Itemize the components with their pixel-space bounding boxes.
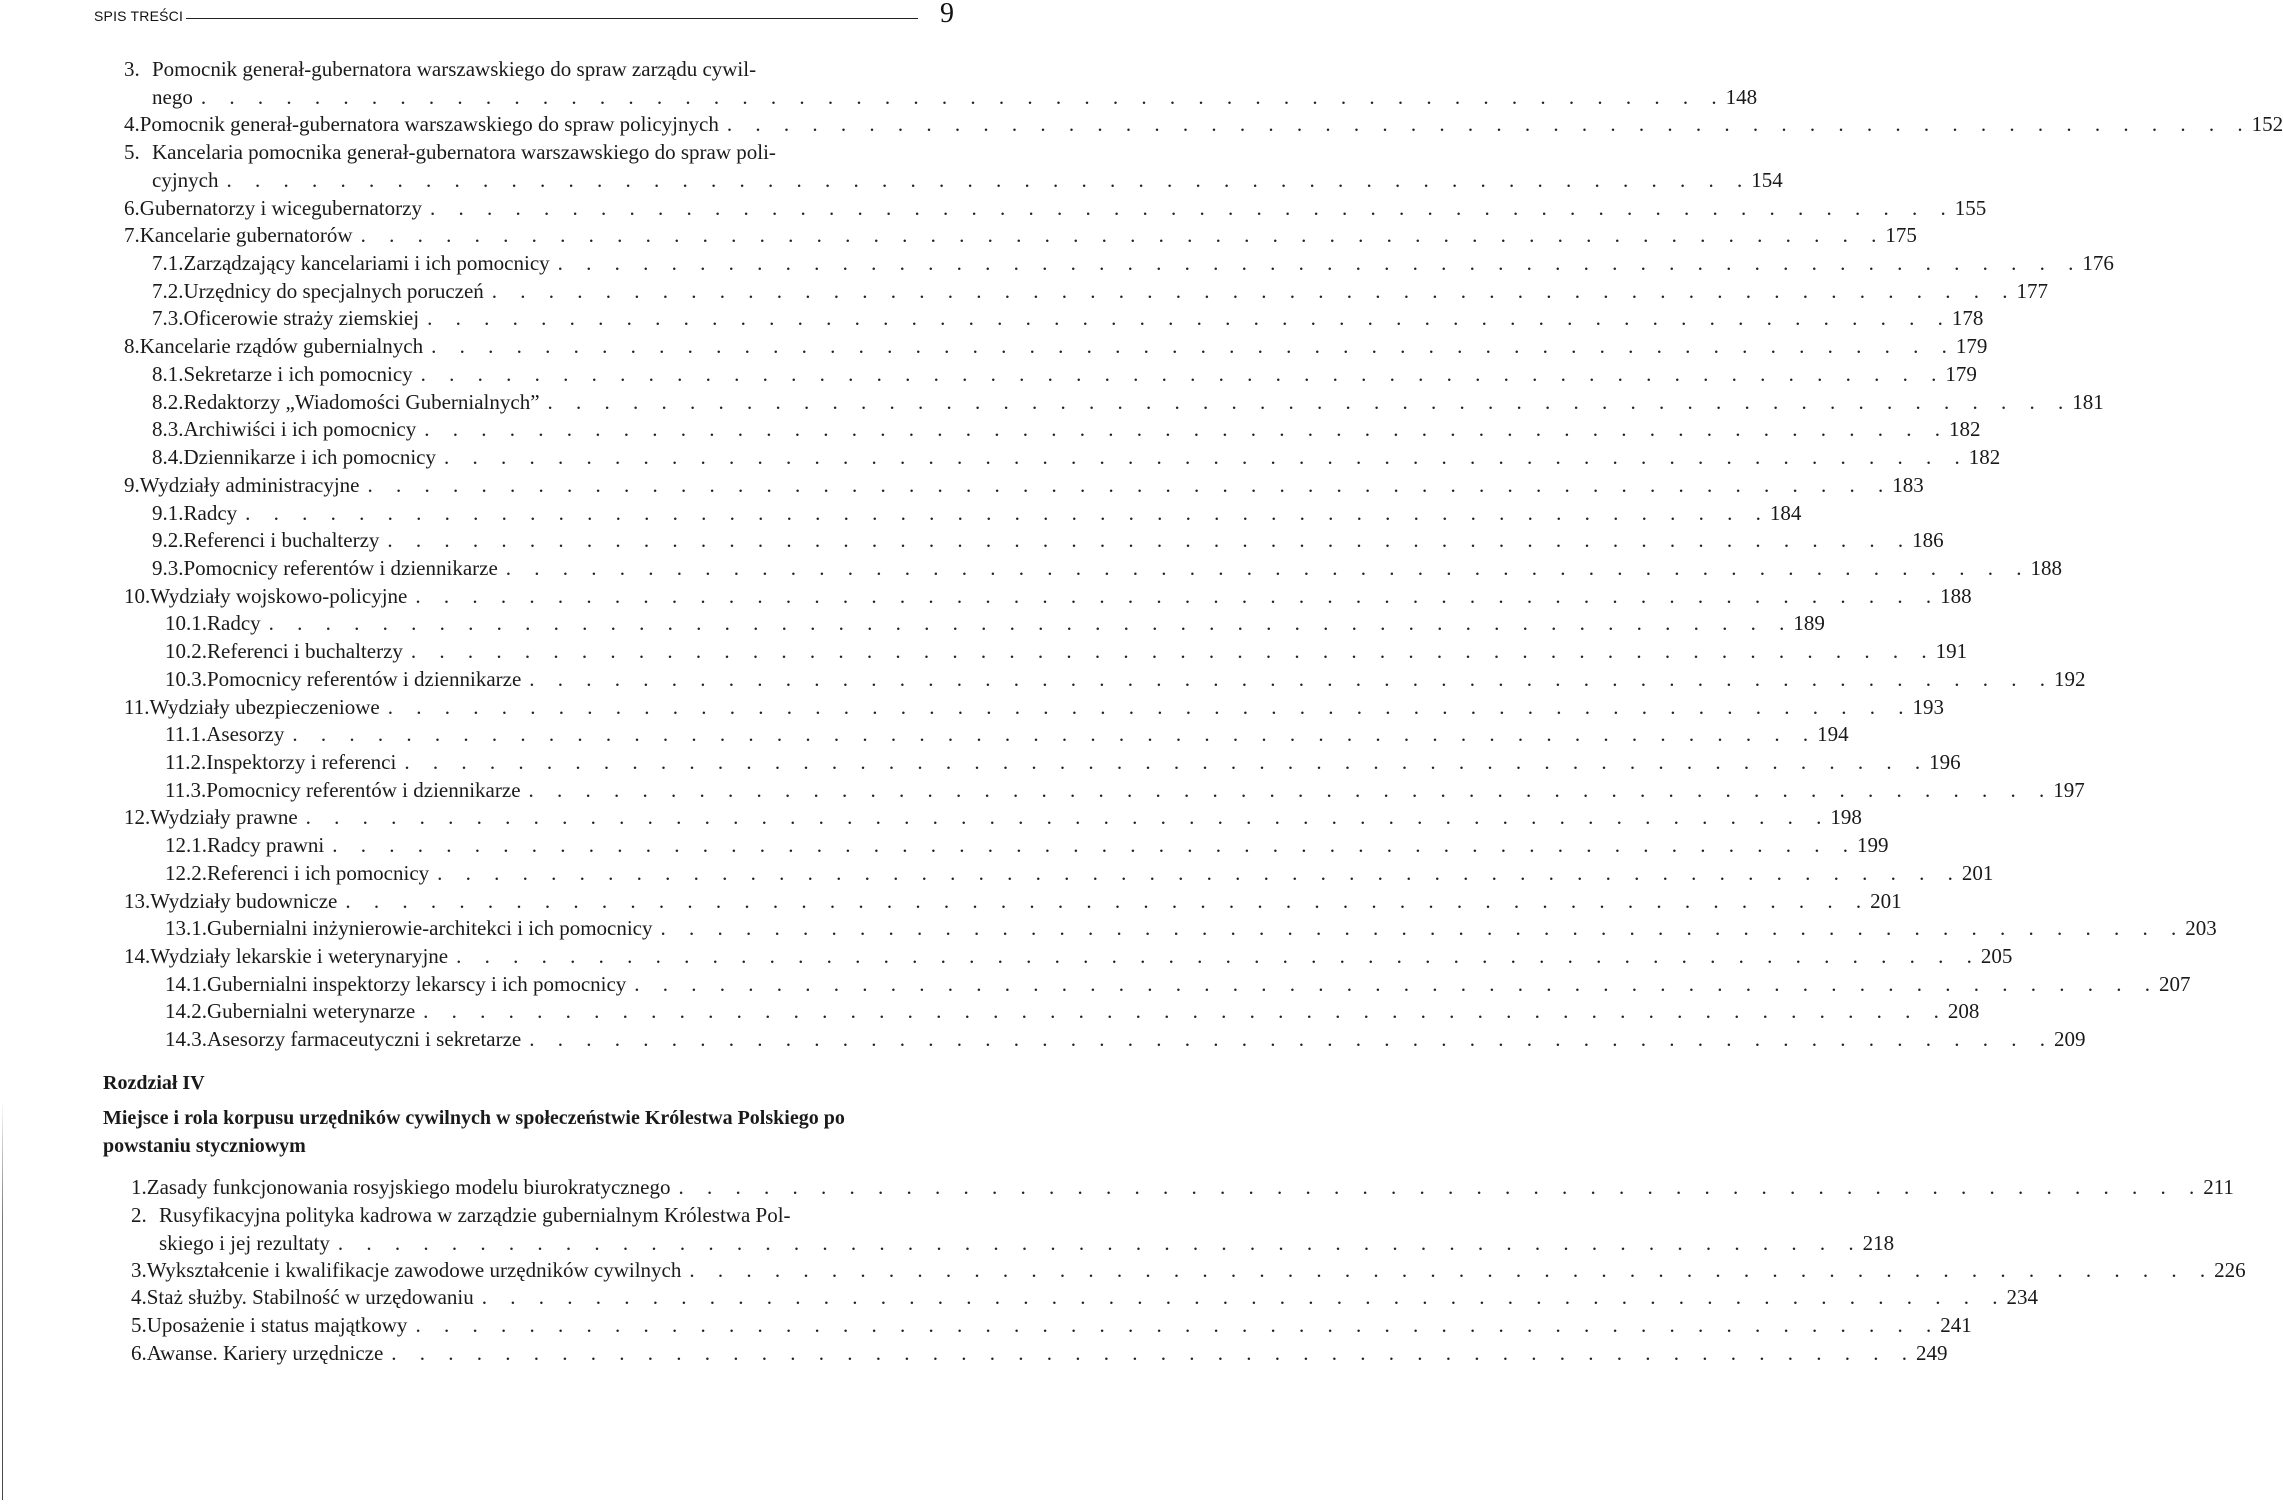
dot-leader: . . . . . . . . . . . . . . . . . . . . . . . . . . . . . . . . . . . . . . . . . . . . . . . . . . . . . .	[387, 528, 1913, 552]
dot-leader: . . . . . . . . . . . . . . . . . . . . . . . . . . . . . . . . . . . . . . . . . . . . . . . . . . . . . .	[245, 501, 1770, 525]
dot-leader: . . . . . . . . . . . . . . . . . . . . . . . . . . . . . . . . . . . . . . . . . . . . . . . . . . . . . .	[529, 667, 2055, 691]
dot-leader: . . . . . . . . . . . . . . . . . . . . . . . . . . . . . . . . . . . . . . . . . . . . . . . . . . . . . .	[415, 584, 1941, 608]
toc-entry-page: 155	[1954, 196, 1987, 220]
toc-entry	[124, 471, 1924, 499]
toc-entry-page: 182	[1968, 445, 2001, 469]
toc-entry	[165, 831, 1889, 859]
toc-entry-title: Kancelarie rządów gubernialnych	[139, 334, 424, 358]
toc-entry	[124, 942, 2013, 970]
toc-entry	[152, 499, 1802, 527]
toc-entry	[152, 360, 1977, 388]
toc-entry-title: Kancelarie gubernatorów	[139, 223, 353, 247]
toc-entry-title: Radcy	[183, 501, 238, 525]
dot-leader: . . . . . . . . . . . . . . . . . . . . . . . . . . . . . . . . . . . . . . . . . . . . . . . . . . . . . .	[443, 445, 1969, 469]
toc-entry-page: 203	[2185, 916, 2217, 940]
toc-entry-number: 14.2.	[165, 999, 207, 1023]
toc-entry-page: 154	[1751, 168, 1783, 192]
toc-entry-number: 8.2.	[152, 390, 184, 414]
dot-leader: . . . . . . . . . . . . . . . . . . . . . . . . . . . . . . . . . . . . . . . . . . . . . . . . . . . . . .	[305, 805, 1831, 829]
scan-margin-line	[2, 1100, 3, 1500]
dot-leader: . . . . . . . . . . . . . . . . . . . . . . . . . . . . . . . . . . . . . . . . . . . . . . . . . . . . . .	[491, 279, 2017, 303]
toc-entry	[152, 249, 2114, 277]
toc-entry-number: 9.1.	[152, 501, 184, 525]
toc-entry-title-cont: cyjnych	[152, 168, 219, 192]
dot-leader: . . . . . . . . . . . . . . . . . . . . . . . . . . . . . . . . . . . . . . . . . . . . . . . . . . . . . .	[427, 306, 1952, 330]
dot-leader: . . . . . . . . . . . . . . . . . . . . . . . . . . . . . . . . . . . . . . . . . . . . . . . . . . . . . .	[387, 695, 1913, 719]
dot-leader: . . . . . . . . . . . . . . . . . . . . . . . . . . . . . . . . . . . . . . . . . . . . . . . . . . . . . .	[268, 611, 1794, 635]
toc-entry-continuation	[152, 166, 1783, 194]
toc-entry-page: 234	[2006, 1285, 2038, 1309]
dot-leader: . . . . . . . . . . . . . . . . . . . . . . . . . . . . . . . . . . . . . . . . . . . . . . . . . . . . . .	[660, 916, 2186, 940]
toc-entry-page: 196	[1929, 750, 1961, 774]
toc-entry-page: 178	[1951, 306, 1984, 330]
toc-entry-number: 10.3.	[165, 667, 207, 691]
toc-entry-title: Sekretarze i ich pomocnicy	[183, 362, 413, 386]
dot-leader: . . . . . . . . . . . . . . . . . . . . . . . . . . . . . . . . . . . . . . . . . . . . . . . . . . . . . .	[332, 833, 1857, 857]
toc-entry	[124, 582, 1972, 610]
toc-entry-number: 1.	[131, 1175, 147, 1199]
header-rule	[186, 18, 918, 19]
toc-entry-number: 8.3.	[152, 417, 184, 441]
toc-entry-page: 209	[2054, 1027, 2086, 1051]
toc-entry	[124, 803, 1862, 831]
toc-entry-title: Pomocnicy referentów i dziennikarze	[207, 667, 522, 691]
dot-leader: . . . . . . . . . . . . . . . . . . . . . . . . . . . . . . . . . . . . . . . . . . . . . . . . . . . . . .	[505, 556, 2031, 580]
dot-leader: . . . . . . . . . . . . . . . . . . . . . . . . . . . . . . . . . . . . . . . . . . . . . . . . . . . . . .	[420, 362, 1946, 386]
dot-leader: . . . . . . . . . . . . . . . . . . . . . . . . . . . . . . . . . . . . . . . . . . . . . . . . . . . . . .	[726, 112, 2252, 136]
dot-leader: . . . . . . . . . . . . . . . . . . . . . . . . . . . . . . . . . . . . . . . . . . . . . . . . . . . . . .	[437, 861, 1962, 885]
toc-entry-number: 10.1.	[165, 611, 207, 635]
toc-entry-number: 8.	[124, 334, 140, 358]
toc-entry-number: 12.2.	[165, 861, 207, 885]
toc-entry-title: Wykształcenie i kwalifikacje zawodowe urzędników cywilnych	[146, 1258, 682, 1282]
toc-entry	[165, 997, 1980, 1025]
dot-leader: . . . . . . . . . . . . . . . . . . . . . . . . . . . . . . . . . . . . . . . . . . . . . . . . . . . . . .	[689, 1258, 2215, 1282]
toc-entry-title: Rusyfikacyjna polityka kadrowa w zarządzie gubernialnym Królestwa Pol-	[159, 1203, 791, 1227]
toc-entry-page: 226	[2214, 1258, 2246, 1282]
toc-entry	[124, 221, 1917, 249]
toc-entry	[124, 110, 2283, 138]
toc-entry-number: 11.1.	[165, 722, 207, 746]
toc-entry	[131, 1311, 1972, 1339]
toc-entry-page: 211	[2203, 1175, 2234, 1199]
toc-entry-title: Kancelaria pomocnika generał-gubernatora warszawskiego do spraw poli-	[152, 140, 776, 164]
toc-entry-title: Pomocnicy referentów i dziennikarze	[206, 778, 521, 802]
toc-entry	[124, 55, 954, 83]
toc-entry	[152, 554, 2063, 582]
toc-entry	[165, 665, 2086, 693]
toc-entry-title: Archiwiści i ich pomocnicy	[183, 417, 417, 441]
toc-entry-continuation	[159, 1229, 1895, 1257]
toc-entry-continuation	[152, 83, 1758, 111]
toc-entry-title: Dziennikarze i ich pomocnicy	[183, 445, 436, 469]
toc-entry-page: 179	[1945, 362, 1977, 386]
toc-entry-number: 11.3.	[165, 778, 207, 802]
dot-leader: . . . . . . . . . . . . . . . . . . . . . . . . . . . . . . . . . . . . . . . . . . . . . . . . . . . . . .	[557, 251, 2083, 275]
chapter-title: Miejsce i rola korpusu urzędników cywilnych w społeczeństwie Królestwa Polskiego po powstaniu styczniowym	[103, 1107, 845, 1157]
toc-entry-page: 186	[1912, 528, 1944, 552]
toc-entry-title: Wydziały wojskowo-policyjne	[150, 584, 408, 608]
toc-entry	[131, 1283, 2038, 1311]
toc-entry-number: 3.	[131, 1258, 147, 1282]
toc-entry-page: 201	[1961, 861, 1994, 885]
toc-entry	[165, 720, 1849, 748]
toc-entry-page: 181	[2072, 390, 2104, 414]
toc-entry	[124, 887, 1902, 915]
toc-entry	[152, 443, 2001, 471]
toc-entry	[165, 637, 1968, 665]
toc-entry-title: Asesorzy	[206, 722, 285, 746]
toc-entry-number: 2.	[131, 1203, 147, 1227]
toc-entry-number: 8.1.	[152, 362, 184, 386]
dot-leader: . . . . . . . . . . . . . . . . . . . . . . . . . . . . . . . . . . . . . . . . . . . . . . . . . . . . . .	[423, 999, 1948, 1023]
toc-entry-page: 177	[2016, 279, 2049, 303]
toc-entry-page: 152	[2251, 112, 2283, 136]
toc-entry-number: 7.2.	[152, 279, 184, 303]
toc-entry-title: Asesorzy farmaceutyczni i sekretarze	[207, 1027, 522, 1051]
toc-entry-page: 197	[2053, 778, 2085, 802]
toc-entry-number: 12.1.	[165, 833, 207, 857]
toc-entry	[165, 914, 2217, 942]
toc-entry-page: 198	[1830, 805, 1862, 829]
toc-entry-page: 176	[2082, 251, 2114, 275]
dot-leader: . . . . . . . . . . . . . . . . . . . . . . . . . . . . . . . . . . . . . . . . . . . . . . . . . . . . . .	[337, 1231, 1863, 1255]
toc-entry-title: Wydziały ubezpieczeniowe	[149, 695, 380, 719]
toc-entry-page: 205	[1980, 944, 2013, 968]
toc-entry-number: 13.	[124, 889, 151, 913]
toc-entry-title: Pomocnik generał-gubernatora warszawskiego do spraw policyjnych	[139, 112, 719, 136]
toc-entry-title: Gubernialni inżynierowie-architekci i ich pomocnicy	[207, 916, 653, 940]
dot-leader: . . . . . . . . . . . . . . . . . . . . . . . . . . . . . . . . . . . . . . . . . . . . . . . . . . . . . .	[410, 639, 1936, 663]
toc-entry	[124, 693, 1944, 721]
dot-leader: . . . . . . . . . . . . . . . . . . . . . . . . . . . . . . . . . . . . . . . . . . . . . . . . . . . . . .	[429, 196, 1955, 220]
toc-entry-page: 194	[1817, 722, 1849, 746]
toc-entry-page: 192	[2054, 667, 2086, 691]
toc-entry-title: Referenci i ich pomocnicy	[207, 861, 430, 885]
toc-entry-page: 241	[1940, 1313, 1972, 1337]
dot-leader: . . . . . . . . . . . . . . . . . . . . . . . . . . . . . . . . . . . . . . . . . . . . . . . . . . . . . .	[391, 1341, 1917, 1365]
toc-entry-number: 7.	[124, 223, 140, 247]
page-number: 9	[940, 0, 954, 29]
running-header-title: SPIS TREŚCI	[94, 8, 184, 24]
toc-entry-number: 8.4.	[152, 445, 184, 469]
dot-leader: . . . . . . . . . . . . . . . . . . . . . . . . . . . . . . . . . . . . . . . . . . . . . . . . . . . . . .	[528, 778, 2054, 802]
toc-entry-title: Gubernialni inspektorzy lekarscy i ich pomocnicy	[207, 972, 627, 996]
toc-entry	[152, 277, 2049, 305]
toc-entry	[152, 415, 1981, 443]
toc-entry	[165, 609, 1825, 637]
toc-entry-title-cont: nego	[152, 85, 193, 109]
toc-entry-number: 14.3.	[165, 1027, 207, 1051]
toc-entry-number: 4.	[131, 1285, 147, 1309]
toc-entry	[152, 526, 1944, 554]
toc-entry-page: 189	[1793, 611, 1825, 635]
dot-leader: . . . . . . . . . . . . . . . . . . . . . . . . . . . . . . . . . . . . . . . . . . . . . . . . . . . . . .	[431, 334, 1956, 358]
toc-entry-title: Wydziały lekarskie i weterynaryjne	[150, 944, 449, 968]
toc-entry-page: 183	[1892, 473, 1924, 497]
dot-leader: . . . . . . . . . . . . . . . . . . . . . . . . . . . . . . . . . . . . . . . . . . . . . . . . . . . . . .	[456, 944, 1981, 968]
dot-leader: . . . . . . . . . . . . . . . . . . . . . . . . . . . . . . . . . . . . . . . . . . . . . . . . . . . . . .	[634, 972, 2160, 996]
dot-leader: . . . . . . . . . . . . . . . . . . . . . . . . . . . . . . . . . . . . . . . . . . . . . . . . . . . . . .	[360, 223, 1886, 247]
toc-entry-title: Pomocnik generał-gubernatora warszawskiego do spraw zarządu cywil-	[152, 57, 757, 81]
toc-entry-number: 5.	[131, 1313, 147, 1337]
toc-entry-number: 13.1.	[165, 916, 207, 940]
toc-entry-page: 201	[1870, 889, 1902, 913]
toc-entry-title: Oficerowie straży ziemskiej	[183, 306, 420, 330]
dot-leader: . . . . . . . . . . . . . . . . . . . . . . . . . . . . . . . . . . . . . . . . . . . . . . . . . . . . . .	[367, 473, 1893, 497]
toc-entry	[165, 859, 1994, 887]
toc-entry-number: 7.1.	[152, 251, 184, 275]
toc-entry-title: Wydziały budownicze	[150, 889, 338, 913]
dot-leader: . . . . . . . . . . . . . . . . . . . . . . . . . . . . . . . . . . . . . . . . . . . . . . . . . . . . . .	[345, 889, 1871, 913]
toc-entry-title: Zarządzający kancelariami i ich pomocnicy	[183, 251, 550, 275]
toc-entry-page: 188	[1940, 584, 1972, 608]
toc-entry	[152, 304, 1984, 332]
toc-entry-page: 249	[1916, 1341, 1948, 1365]
toc-entry-page: 208	[1947, 999, 1980, 1023]
toc-entry	[131, 1201, 954, 1229]
toc-entry	[165, 970, 2191, 998]
chapter-label: Rozdział IV	[103, 1072, 205, 1094]
toc-entry-title: Urzędnicy do specjalnych poruczeń	[183, 279, 484, 303]
toc-entry	[165, 748, 1961, 776]
toc-entry-page: 218	[1862, 1231, 1895, 1255]
toc-entry	[124, 138, 954, 166]
toc-entry-page: 207	[2159, 972, 2191, 996]
dot-leader: . . . . . . . . . . . . . . . . . . . . . . . . . . . . . . . . . . . . . . . . . . . . . . . . . . . . . .	[404, 750, 1930, 774]
toc-entry-title: Referenci i buchalterzy	[207, 639, 403, 663]
toc-entry	[124, 194, 1987, 222]
dot-leader: . . . . . . . . . . . . . . . . . . . . . . . . . . . . . . . . . . . . . . . . . . . . . . . . . . . . . .	[200, 85, 1726, 109]
dot-leader: . . . . . . . . . . . . . . . . . . . . . . . . . . . . . . . . . . . . . . . . . . . . . . . . . . . . . .	[547, 390, 2073, 414]
toc-entry-number: 9.2.	[152, 528, 184, 552]
toc-entry-title: Inspektorzy i referenci	[206, 750, 397, 774]
dot-leader: . . . . . . . . . . . . . . . . . . . . . . . . . . . . . . . . . . . . . . . . . . . . . . . . . . . . . .	[678, 1175, 2204, 1199]
toc-entry-page: 179	[1955, 334, 1988, 358]
dot-leader: . . . . . . . . . . . . . . . . . . . . . . . . . . . . . . . . . . . . . . . . . . . . . . . . . . . . . .	[424, 417, 1949, 441]
toc-entry-title: Pomocnicy referentów i dziennikarze	[183, 556, 498, 580]
toc-entry-number: 7.3.	[152, 306, 184, 330]
toc-entry-title: Wydziały administracyjne	[139, 473, 360, 497]
toc-entry-title: Wydziały prawne	[150, 805, 298, 829]
toc-entry-title: Awanse. Kariery urzędnicze	[146, 1341, 384, 1365]
toc-entry-page: 188	[2030, 556, 2063, 580]
toc-entry	[131, 1173, 2234, 1201]
dot-leader: . . . . . . . . . . . . . . . . . . . . . . . . . . . . . . . . . . . . . . . . . . . . . . . . . . . . . .	[292, 722, 1818, 746]
toc-entry-title: Gubernatorzy i wicegubernatorzy	[139, 196, 422, 220]
toc-entry-title: Gubernialni weterynarze	[207, 999, 416, 1023]
toc-entry-number: 11.	[124, 695, 150, 719]
toc-entry-number: 4.	[124, 112, 140, 136]
toc-entry-title: Referenci i buchalterzy	[183, 528, 380, 552]
toc-entry-number: 9.3.	[152, 556, 184, 580]
toc-entry-title: Zasady funkcjonowania rosyjskiego modelu biurokratycznego	[146, 1175, 671, 1199]
toc-entry-title: Staż służby. Stabilność w urzędowaniu	[146, 1285, 474, 1309]
toc-entry-title: Radcy	[207, 611, 261, 635]
toc-entry-number: 9.	[124, 473, 140, 497]
toc-entry-number: 12.	[124, 805, 151, 829]
toc-entry-title-cont: skiego i jej rezultaty	[159, 1231, 330, 1255]
toc-entry-page: 148	[1725, 85, 1758, 109]
toc-entry-number: 10.2.	[165, 639, 207, 663]
toc-entry-number: 3.	[124, 57, 140, 81]
toc-entry-title: Redaktorzy „Wiadomości Gubernialnych”	[183, 390, 540, 414]
dot-leader: . . . . . . . . . . . . . . . . . . . . . . . . . . . . . . . . . . . . . . . . . . . . . . . . . . . . . .	[415, 1313, 1941, 1337]
dot-leader: . . . . . . . . . . . . . . . . . . . . . . . . . . . . . . . . . . . . . . . . . . . . . . . . . . . . . .	[529, 1027, 2054, 1051]
toc-entry-number: 6.	[131, 1341, 147, 1365]
toc-entry-title: Radcy prawni	[207, 833, 325, 857]
toc-entry-number: 11.2.	[165, 750, 207, 774]
toc-entry-page: 182	[1948, 417, 1981, 441]
toc-entry-number: 10.	[124, 584, 151, 608]
toc-entry-page: 191	[1935, 639, 1968, 663]
toc-entry	[152, 388, 2104, 416]
toc-entry	[131, 1339, 1948, 1367]
toc-entry-number: 6.	[124, 196, 140, 220]
toc-entry-page: 184	[1769, 501, 1802, 525]
toc-entry-number: 14.1.	[165, 972, 207, 996]
toc-entry-page: 193	[1912, 695, 1944, 719]
toc-entry-page: 199	[1856, 833, 1889, 857]
toc-entry	[165, 1025, 2086, 1053]
dot-leader: . . . . . . . . . . . . . . . . . . . . . . . . . . . . . . . . . . . . . . . . . . . . . . . . . . . . . .	[481, 1285, 2007, 1309]
toc-entry-number: 5.	[124, 140, 140, 164]
toc-entry	[131, 1256, 2246, 1284]
toc-entry	[124, 332, 1988, 360]
toc-entry	[165, 776, 2085, 804]
dot-leader: . . . . . . . . . . . . . . . . . . . . . . . . . . . . . . . . . . . . . . . . . . . . . . . . . . . . . .	[226, 168, 1752, 192]
toc-entry-title: Uposażenie i status majątkowy	[146, 1313, 408, 1337]
running-header	[94, 0, 954, 40]
toc-entry-page: 175	[1885, 223, 1917, 247]
toc-entry-number: 14.	[124, 944, 151, 968]
